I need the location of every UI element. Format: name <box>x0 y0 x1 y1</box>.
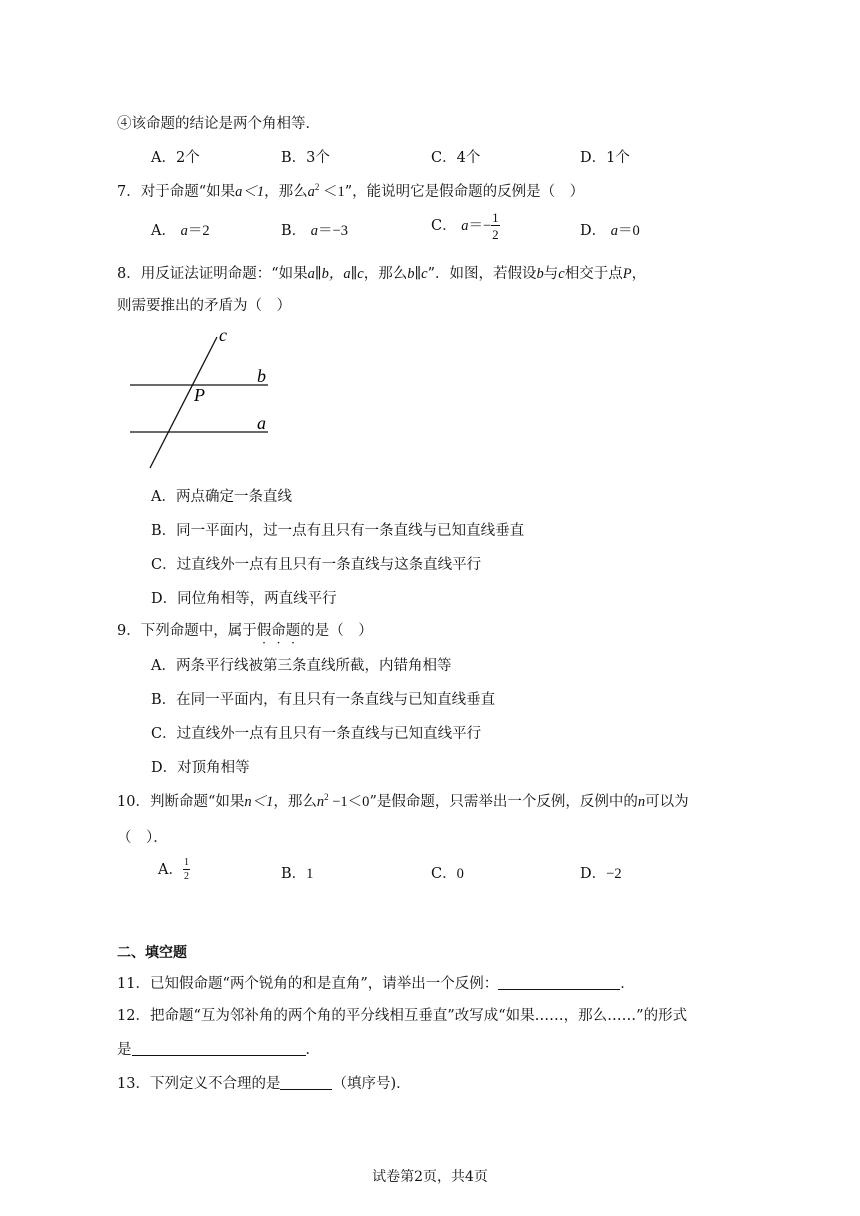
q10-stem-line2: （ ）． <box>117 830 168 846</box>
q6-option-c: C．4个 <box>431 150 481 166</box>
q7-fraction: $\frac{1}{2}$ <box>492 210 499 242</box>
q9-option-b: B．在同一平面内，有且只有一条直线与已知直线垂直 <box>151 692 496 708</box>
q9-stem: 9．下列命题中，属于假命题的是（ ） <box>117 623 373 639</box>
label-b: b <box>257 366 266 386</box>
q10-option-c: C．0 <box>431 866 464 882</box>
label-c: c <box>219 325 227 345</box>
q7-option-c: C． a＝− $\frac{1}{2}$ <box>431 210 499 242</box>
q9-option-c: C．过直线外一点有且只有一条直线与已知直线平行 <box>151 726 482 742</box>
section-heading-fill-in: 二、填空题 <box>117 945 187 961</box>
q7-option-d: D． a＝0 <box>580 223 640 239</box>
q8-option-c: C．过直线外一点有且只有一条直线与这条直线平行 <box>151 557 482 573</box>
q13-answer-blank[interactable] <box>280 1075 332 1090</box>
q11-answer-blank[interactable] <box>498 975 620 990</box>
emphasis-char: 假 <box>256 623 272 639</box>
parallel-lines-figure <box>120 325 280 475</box>
q10-option-d: D．−2 <box>580 866 622 882</box>
q6-option-d: D．1个 <box>580 150 630 166</box>
q10-stem-line1: 10．判断命题“如果n＜1，那么$n^2 -1<0$”是假命题，只需举出一个反例，反例中的n可以为 <box>117 792 689 810</box>
q12-stem-line2: 是 ． <box>117 1042 320 1058</box>
q10-option-b: B．1 <box>281 866 314 882</box>
q12-stem-line1: 12．把命题“互为邻补角的两个角的平分线相互垂直”改写成“如果……，那么……”的形式 <box>117 1008 688 1024</box>
q7-option-b: B． a＝−3 <box>281 223 348 239</box>
q6-conclusion-line: ④该命题的结论是两个角相等． <box>117 116 320 132</box>
q8-option-b: B．同一平面内，过一点有且只有一条直线与已知直线垂直 <box>151 523 525 539</box>
q12-answer-blank[interactable] <box>132 1041 306 1056</box>
q13-stem: 13．下列定义不合理的是 （填序号)． <box>117 1076 411 1092</box>
q10-option-a: A． $\frac{1}{2}$ <box>158 857 189 882</box>
page-footer: 试卷第2页，共4页 <box>372 1169 488 1185</box>
label-p: P <box>194 385 205 405</box>
q8-stem-line2: 则需要推出的矛盾为（ ） <box>117 298 291 314</box>
q8-option-d: D．同位角相等，两直线平行 <box>151 591 337 607</box>
emphasis-char: 命 <box>271 623 286 639</box>
q6-option-a: A．2个 <box>151 150 200 166</box>
line-c <box>150 337 217 468</box>
q9-option-a: A．两条平行线被第三条直线所截，内错角相等 <box>151 658 452 674</box>
q7-option-a: A． a＝2 <box>151 223 210 239</box>
q6-option-b: B．3个 <box>281 150 330 166</box>
emphasis-char: 题 <box>285 623 301 639</box>
q10-fraction: $\frac{1}{2}$ <box>183 857 189 882</box>
label-a: a <box>257 413 266 433</box>
q8-stem-line1: 8．用反证法证明命题：“如果a∥b，a∥c，那么b∥c”．如图，若假设b与c相交于点P， <box>117 266 647 282</box>
q7-stem: 7．对于命题“如果a＜1，那么$a^2 <1$”，能说明它是假命题的反例是（ ） <box>117 182 585 200</box>
q8-option-a: A．两点确定一条直线 <box>151 489 292 505</box>
q11-stem: 11．已知假命题“两个锐角的和是直角”，请举出一个反例： ． <box>117 976 635 992</box>
q9-option-d: D．对顶角相等 <box>151 760 250 776</box>
